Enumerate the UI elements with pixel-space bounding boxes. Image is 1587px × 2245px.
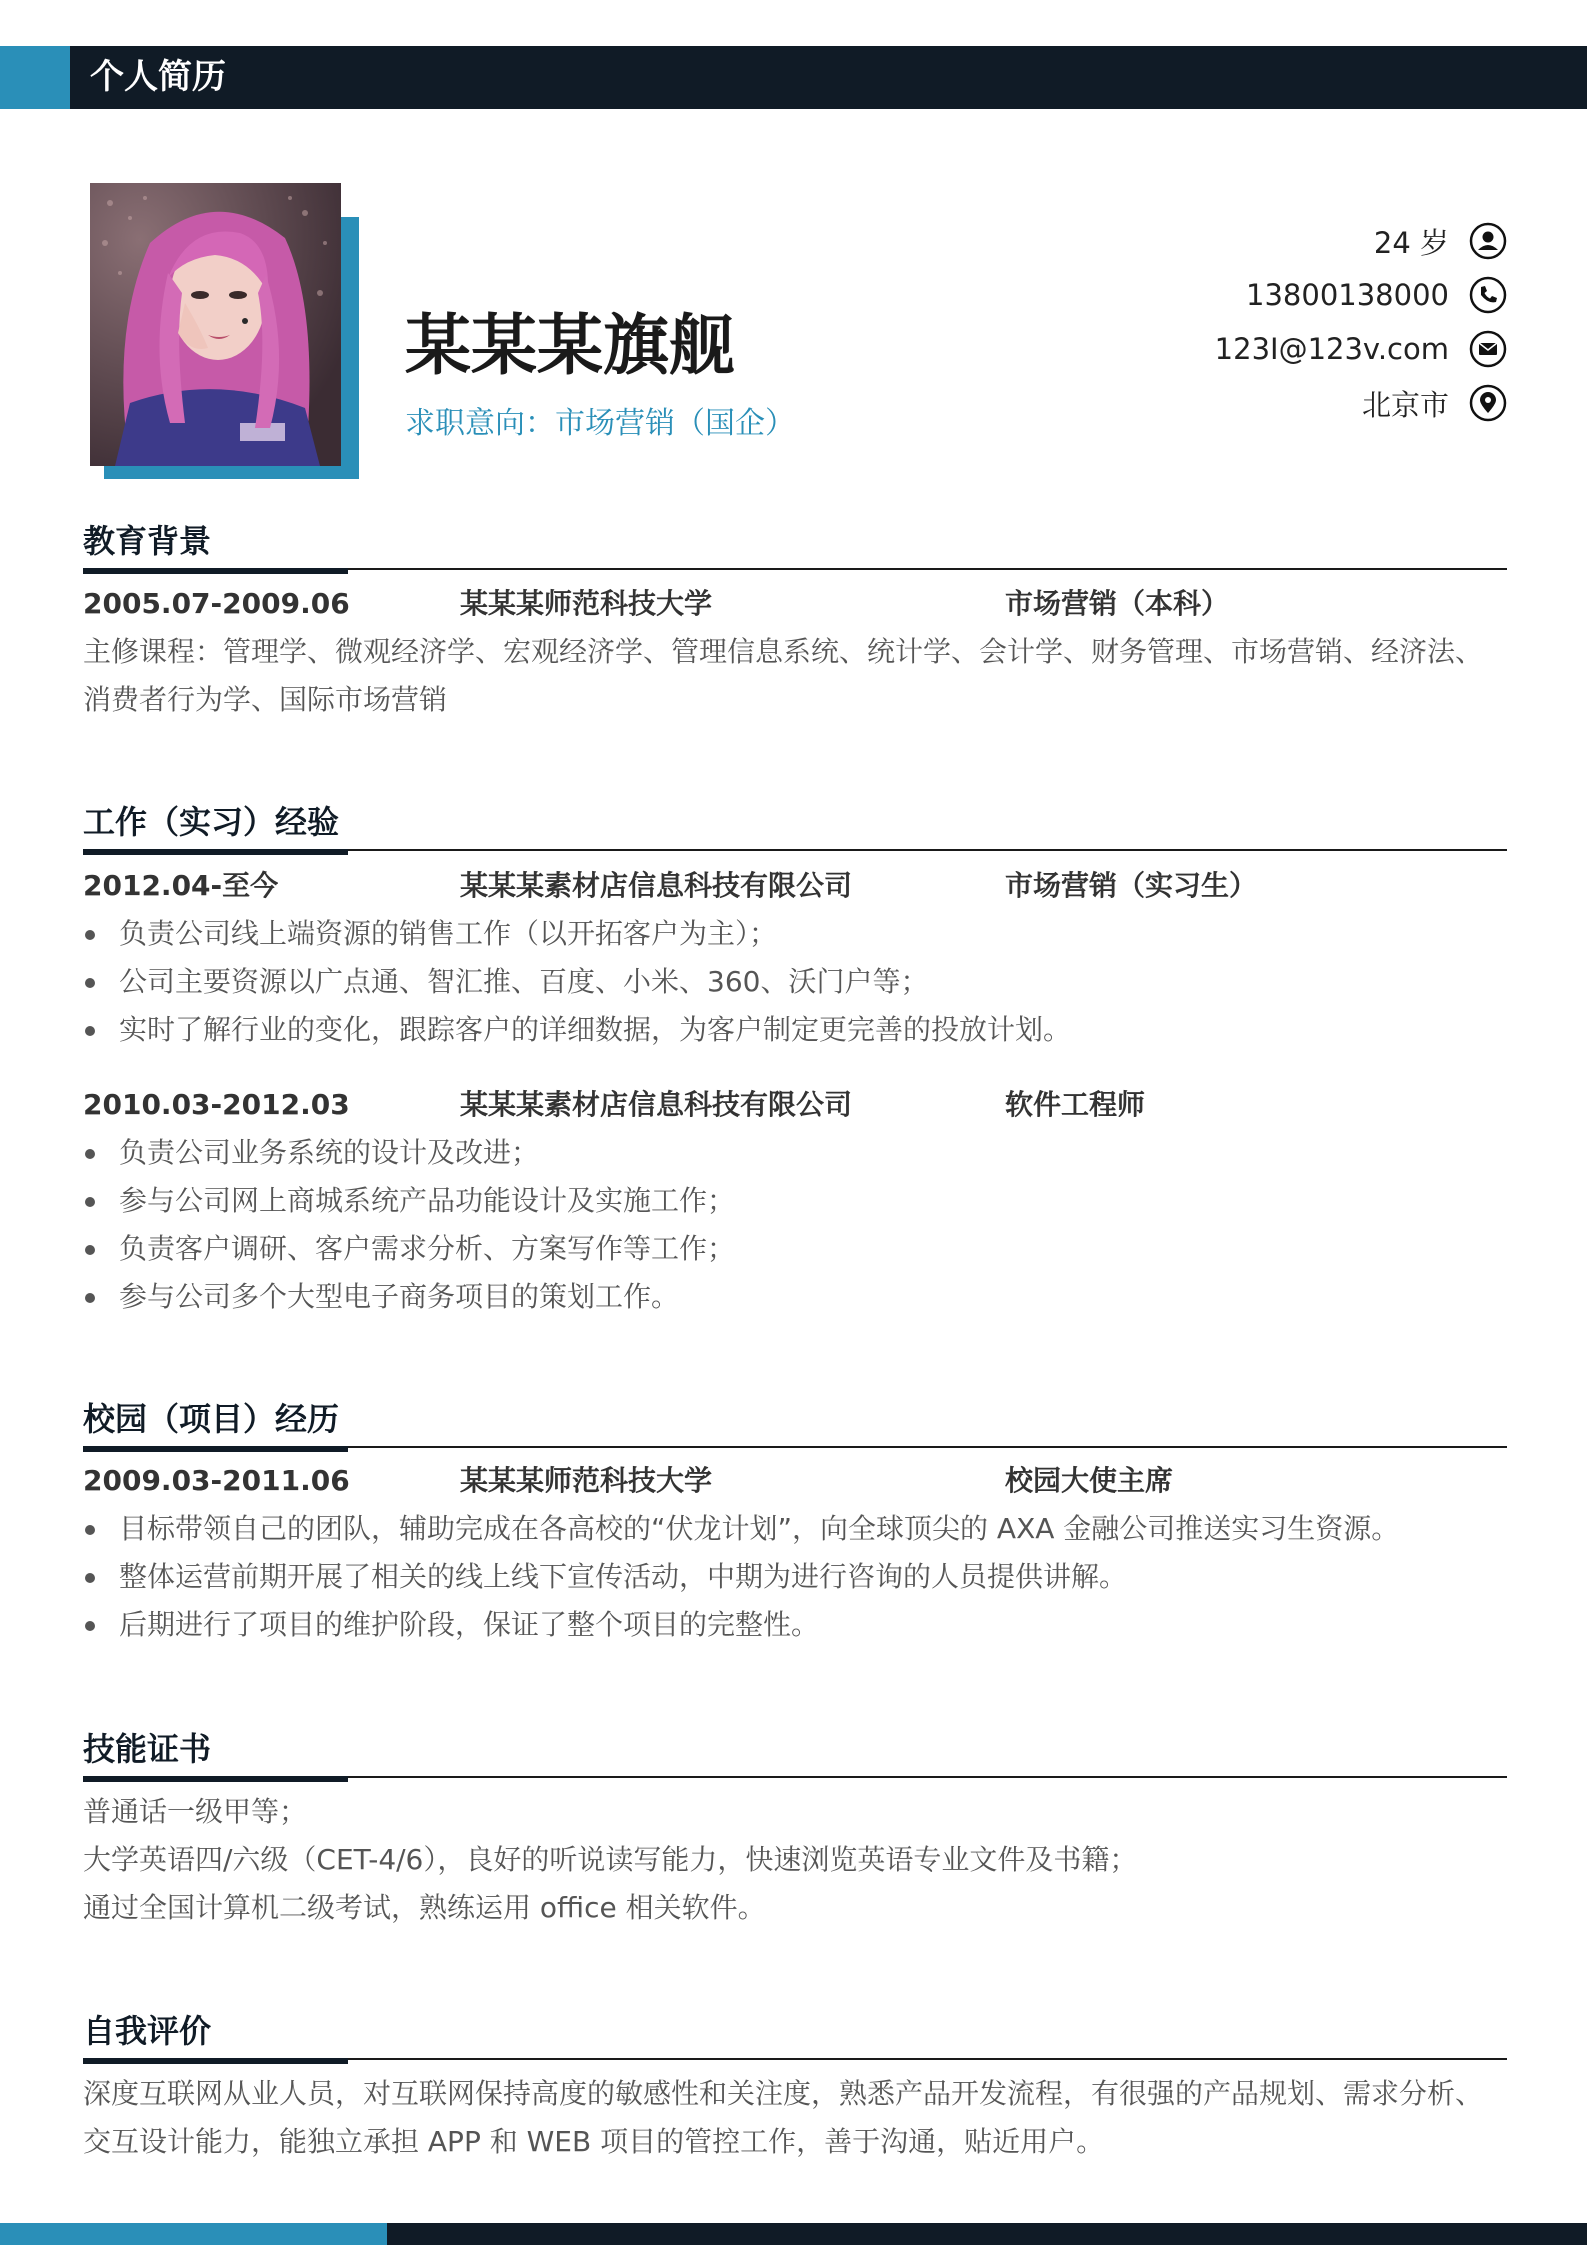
contact-age <box>1215 214 1507 268</box>
contact-info <box>1215 214 1507 430</box>
work-bullets <box>83 1129 1507 1321</box>
person-icon <box>1469 222 1507 260</box>
list-item: 负责客户调研、客户需求分析、方案写作等工作； <box>83 1225 1507 1273</box>
contact-phone <box>1215 268 1507 322</box>
entry-date: 2009.03-2011.06 <box>83 1464 350 1497</box>
location-icon <box>1469 384 1507 422</box>
contact-location-text: 北京市 <box>1361 387 1449 422</box>
work-bullets <box>83 910 1507 1054</box>
list-item: 负责公司业务系统的设计及改进； <box>83 1129 1507 1177</box>
campus-entry-header <box>83 1457 1507 1505</box>
education-section <box>83 516 1507 724</box>
skill-line: 普通话一级甲等； <box>83 1795 308 1828</box>
portrait-illustration <box>90 183 341 466</box>
section-title-underline <box>83 1776 348 1782</box>
entry-role: 市场营销（本科） <box>1005 587 1230 620</box>
contact-location <box>1215 376 1507 430</box>
footer-bar <box>0 2223 1587 2245</box>
list-item: 参与公司多个大型电子商务项目的策划工作。 <box>83 1273 1507 1321</box>
section-title-underline <box>83 1446 348 1452</box>
list-item: 负责公司线上端资源的销售工作（以开拓客户为主）； <box>83 910 1507 958</box>
skills-header <box>83 1724 1507 1778</box>
contact-email-text[interactable]: 123I@123v.com <box>1214 332 1449 366</box>
self-evaluation-title: 自我评价 <box>83 2012 212 2050</box>
skill-line: 通过全国计算机二级考试，熟练运用 office 相关软件。 <box>83 1891 766 1924</box>
campus-header <box>83 1394 1507 1448</box>
skills-section <box>83 1724 1507 1932</box>
list-item: 公司主要资源以广点通、智汇推、百度、小米、360、沃门户等； <box>83 958 1507 1006</box>
section-title-underline <box>83 849 348 855</box>
list-item: 整体运营前期开展了相关的线上线下宣传活动，中期为进行咨询的人员提供讲解。 <box>83 1553 1507 1601</box>
work-entry-header <box>83 1081 1507 1129</box>
job-intent: 求职意向：市场营销（国企） <box>405 406 795 441</box>
footer-accent-block <box>0 2223 387 2245</box>
entry-role: 软件工程师 <box>1005 1088 1146 1121</box>
mail-icon <box>1469 330 1507 368</box>
section-title-underline <box>83 568 348 574</box>
entry-org: 某某某师范科技大学 <box>460 1464 713 1497</box>
list-item: 后期进行了项目的维护阶段，保证了整个项目的完整性。 <box>83 1601 1507 1649</box>
list-item: 实时了解行业的变化，跟踪客户的详细数据，为客户制定更完善的投放计划。 <box>83 1006 1507 1054</box>
contact-email <box>1215 322 1507 376</box>
work-entry-header <box>83 862 1507 910</box>
entry-org: 某某某素材店信息科技有限公司 <box>460 1088 853 1121</box>
entry-role: 校园大使主席 <box>1005 1464 1174 1497</box>
entry-org: 某某某素材店信息科技有限公司 <box>460 869 853 902</box>
list-item: 目标带领自己的团队，辅助完成在各高校的“伏龙计划”，向全球顶尖的 AXA 金融公司推送实习生资源。 <box>83 1505 1507 1553</box>
campus-title: 校园（项目）经历 <box>83 1400 340 1438</box>
self-evaluation-header <box>83 2006 1507 2060</box>
skill-line: 大学英语四/六级（CET-4/6），良好的听说读写能力，快速浏览英语专业文件及书籍； <box>83 1843 1138 1876</box>
self-evaluation-text: 深度互联网从业人员，对互联网保持高度的敏感性和关注度，熟悉产品开发流程，有很强的产品规划、需求分析、交互设计能力，能独立承担 APP 和 WEB 项目的管控工作，善于沟通，贴近用户。 <box>83 2077 1484 2158</box>
entry-role: 市场营销（实习生） <box>1005 869 1258 902</box>
education-header <box>83 516 1507 570</box>
work-title: 工作（实习）经验 <box>83 803 340 841</box>
header-accent-block <box>0 46 70 109</box>
education-courses: 主修课程：管理学、微观经济学、宏观经济学、管理信息系统、统计学、会计学、财务管理、市场营销、经济法、消费者行为学、国际市场营销 <box>83 635 1484 716</box>
work-section <box>83 797 1507 1321</box>
phone-icon <box>1469 276 1507 314</box>
campus-bullets <box>83 1505 1507 1649</box>
education-entry-header <box>83 580 1507 628</box>
list-item: 参与公司网上商城系统产品功能设计及实施工作； <box>83 1177 1507 1225</box>
entry-date: 2005.07-2009.06 <box>83 587 350 620</box>
self-evaluation-section <box>83 2006 1507 2166</box>
portrait-photo <box>90 183 341 466</box>
work-header <box>83 797 1507 851</box>
entry-date: 2010.03-2012.03 <box>83 1088 350 1121</box>
skills-lines <box>83 1788 1507 1932</box>
skills-title: 技能证书 <box>83 1730 212 1768</box>
candidate-name: 某某某旗舰 <box>405 307 735 384</box>
section-title-underline <box>83 2058 348 2064</box>
contact-age-text: 24 岁 <box>1373 225 1449 260</box>
campus-section <box>83 1394 1507 1649</box>
entry-org: 某某某师范科技大学 <box>460 587 713 620</box>
contact-phone-text[interactable]: 13800138000 <box>1246 278 1449 312</box>
header-bar <box>0 46 1587 109</box>
entry-date: 2012.04-至今 <box>83 869 279 902</box>
page-title: 个人简历 <box>90 57 226 97</box>
education-title: 教育背景 <box>83 522 212 560</box>
